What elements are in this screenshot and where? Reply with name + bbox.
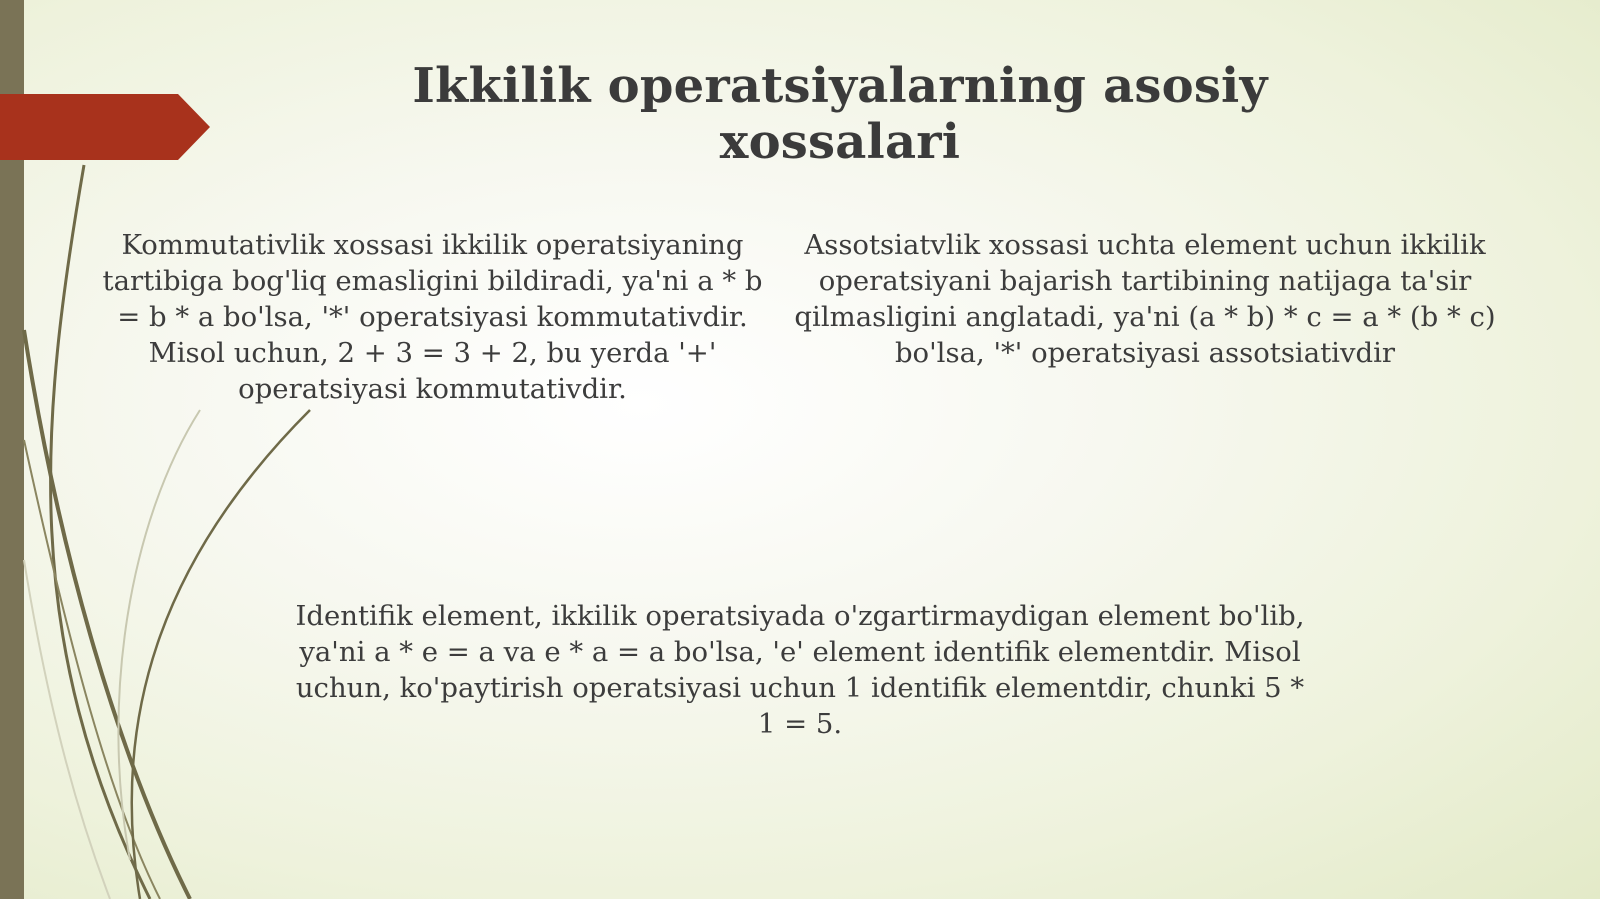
red-arrow-shape <box>0 94 210 160</box>
commutativity-text: Kommutativlik xossasi ikkilik operatsiyaning tartibiga bog'liq emasligini bildiradi, ya'ni a * b = b * a bo'lsa, '*' operatsiyasi kommutativdir. Misol uchun, 2 + 3 = 3 + 2, bu yerda '+' operatsiyasi kommutativdir. <box>102 229 763 405</box>
associativity-text: Assotsiatvlik xossasi uchta element uchun ikkilik operatsiyani bajarish tartibining natijaga ta'sir qilmasligini anglatadi, ya'ni (a * b) * c = a * (b * c) bo'lsa, '*' operatsiyasi assotsiativdir <box>794 229 1496 369</box>
identity-element-text: Identifik element, ikkilik operatsiyada o'zgartirmaydigan element bo'lib, ya'ni a * e = a va e * a = a bo'lsa, 'e' element identifik elementdir. Misol uchun, ko'paytirish operatsiyasi uchun 1 identifik elementdir, chunki 5 * 1 = 5. <box>295 600 1305 740</box>
slide-title: Ikkilik operatsiyalarning asosiy xossalari <box>412 58 1268 170</box>
